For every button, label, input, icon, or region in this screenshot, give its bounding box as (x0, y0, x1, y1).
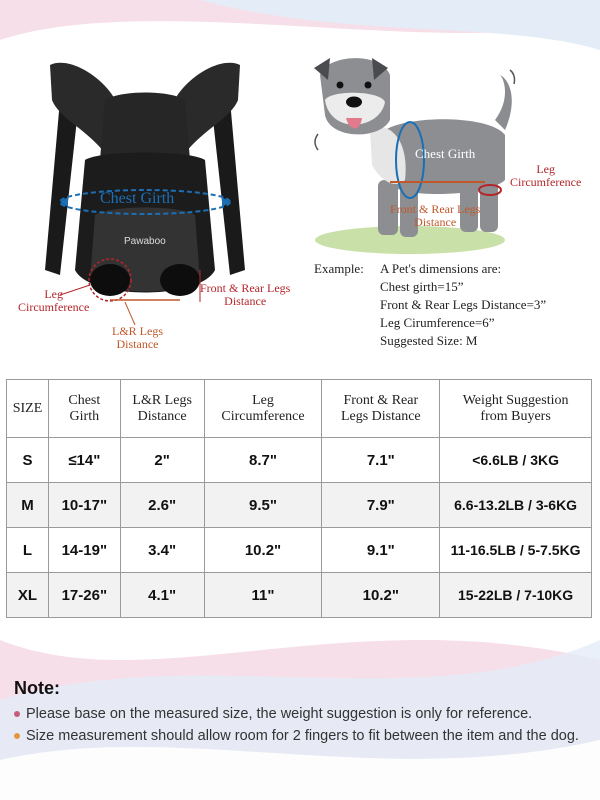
carrier-leg-circumference-label: Leg Circumference (18, 287, 90, 314)
brand-logo-text: Pawaboo (124, 236, 166, 247)
carrier-illustration (0, 40, 310, 370)
size-chart-table (6, 379, 592, 618)
front-rear-cell: 9.1" (322, 528, 440, 573)
table-header-row (7, 380, 592, 438)
lr-legs-cell: 3.4" (120, 528, 204, 573)
column-header-chest-girth: Chest Girth (48, 380, 120, 438)
lr-legs-cell: 2.6" (120, 483, 204, 528)
dog-chest-girth-label: Chest Girth (415, 146, 476, 161)
example-heading: Example: (314, 261, 364, 276)
column-header-lr-legs: L&R Legs Distance (120, 380, 204, 438)
carrier-chest-girth-label: Chest Girth (100, 190, 175, 207)
note-text: Size measurement should allow room for 2 fingers to fit between the item and the dog. (26, 728, 579, 744)
dog-front-rear-legs-label: Front & Rear Legs Distance (390, 202, 481, 229)
table-row (7, 573, 592, 618)
example-line: A Pet's dimensions are: (380, 261, 502, 276)
leg-circumference-cell: 8.7" (204, 438, 322, 483)
bullet-icon (14, 711, 20, 717)
note-item (14, 703, 594, 725)
front-rear-cell: 10.2" (322, 573, 440, 618)
column-header-leg-circumference: Leg Circumference (204, 380, 322, 438)
example-line: Front & Rear Legs Distance=3” (380, 297, 547, 312)
example-line: Chest girth=15” (380, 279, 464, 294)
table-row (7, 528, 592, 573)
note-section (14, 678, 594, 747)
example-line: Suggested Size: M (380, 333, 478, 348)
table-row (7, 483, 592, 528)
weight-cell: 11-16.5LB / 5-7.5KG (440, 528, 592, 573)
leg-circumference-cell: 11" (204, 573, 322, 618)
bullet-icon (14, 733, 20, 739)
chest-girth-cell: 10-17" (48, 483, 120, 528)
lr-legs-cell: 4.1" (120, 573, 204, 618)
front-rear-cell: 7.1" (322, 438, 440, 483)
example-line: Leg Cirumference=6” (380, 315, 495, 330)
column-header-size: SIZE (7, 380, 49, 438)
example-block (314, 260, 594, 350)
note-title: Note: (14, 678, 60, 698)
lr-legs-cell: 2" (120, 438, 204, 483)
column-header-front-rear: Front & Rear Legs Distance (322, 380, 440, 438)
weight-cell: 15-22LB / 7-10KG (440, 573, 592, 618)
carrier-lr-legs-distance-label: L&R Legs Distance (112, 324, 163, 351)
size-cell: S (7, 438, 49, 483)
size-cell: XL (7, 573, 49, 618)
dog-illustration (300, 40, 600, 265)
front-rear-cell: 7.9" (322, 483, 440, 528)
chest-girth-cell: ≤14" (48, 438, 120, 483)
leg-circumference-cell: 10.2" (204, 528, 322, 573)
note-text: Please base on the measured size, the weight suggestion is only for reference. (26, 706, 533, 722)
column-header-weight: Weight Suggestion from Buyers (440, 380, 592, 438)
dog-leg-circumference-label: Leg Circumference (510, 162, 582, 189)
leg-circumference-cell: 9.5" (204, 483, 322, 528)
carrier-front-rear-legs-label: Front & Rear Legs Distance (200, 281, 291, 308)
size-cell: L (7, 528, 49, 573)
chest-girth-cell: 17-26" (48, 573, 120, 618)
size-cell: M (7, 483, 49, 528)
weight-cell: <6.6LB / 3KG (440, 438, 592, 483)
table-row (7, 438, 592, 483)
chest-girth-cell: 14-19" (48, 528, 120, 573)
note-item (14, 725, 594, 747)
weight-cell: 6.6-13.2LB / 3-6KG (440, 483, 592, 528)
